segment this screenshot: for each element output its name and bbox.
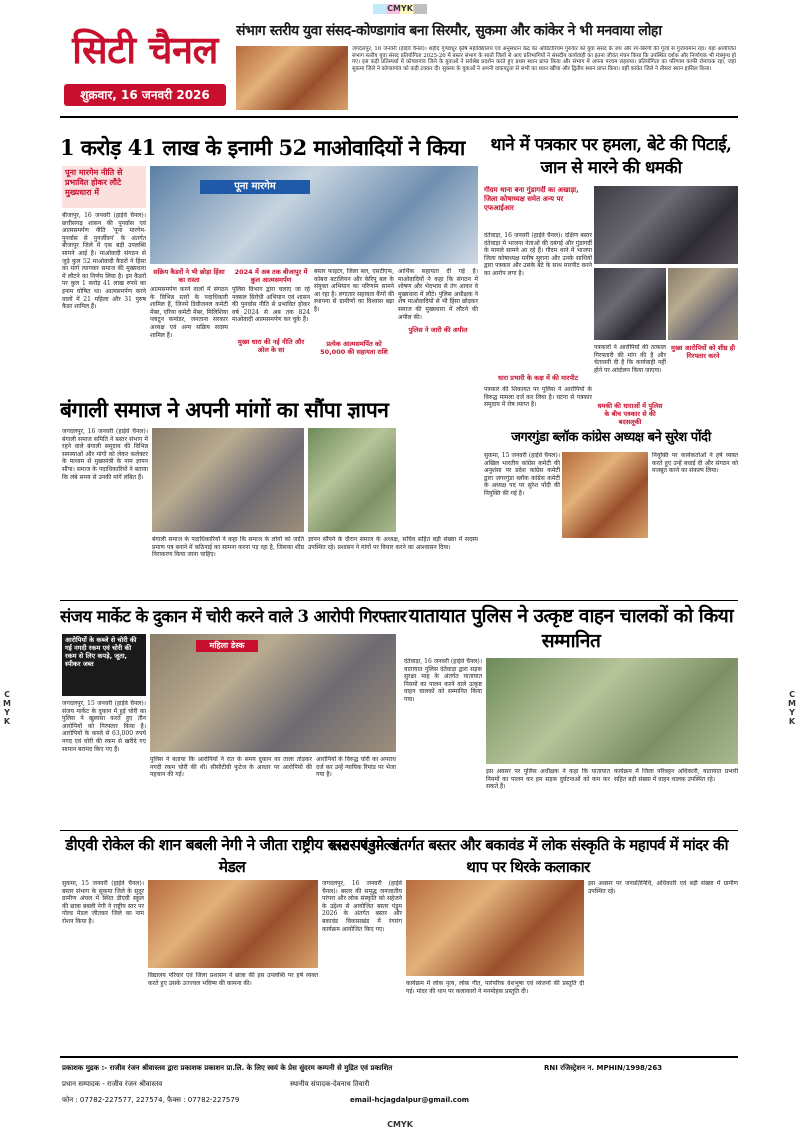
footer-local-editor: स्थानीय संपादक-देवनाथ तिवारी [290, 1080, 370, 1088]
theft-col2: पुलिस ने बताया कि आरोपियों ने रात के समय दुकान का ताला तोड़कर नगदी रकम चोरी की थी। सीसीटीवी फुटेज के आधार पर आरोपियों की पहचान की गई। [150, 756, 312, 779]
maoists-subhead1: सक्रिय कैडरों ने भी छोड़ा हिंसा का रास्ता [153, 268, 225, 284]
culture-col1: जगदलपुर, 16 जनवरी (हाईवे चैनल)। बस्तर की समृद्ध जनजातीय परंपरा और लोक संस्कृति को सहेजने के उद्देश्य से आयोजित बस्तर पंडुम 2026 के अंतर्गत बस्तर और बकावंड विकासखंड में रंगारंग कार्यक्रम आयोजित किए गए। [322, 880, 402, 933]
culture-photo [406, 880, 584, 976]
congress-col1: सुकमा, 15 जनवरी (हाईवे चैनल)। अखिल भारतीय कांग्रेस कमेटी की अनुशंसा पर प्रदेश कांग्रेस कमेटी द्वारा जगरगुंडा ब्लॉक कांग्रेस कमेटी के अध्यक्ष पद पर सुरेश पोंदी की नियुक्ति की गई है। [484, 452, 560, 497]
congress-photo [562, 452, 648, 538]
traffic-photo [486, 658, 738, 764]
theft-col3: आरोपियों के विरुद्ध चोरी का अपराध दर्ज कर उन्हें न्यायिक रिमांड पर भेजा गया है। [316, 756, 396, 779]
journalist-subhead2: धारा प्रभारी के कक्ष में की मारपीट [498, 374, 578, 382]
rokel-col1: सुकमा, 15 जनवरी (हाईवे चैनल)। बस्तर संभाग के सुकमा जिले के सुदूर ग्रामीण अंचल में स्थित डीएवी स्कूल की छात्रा बबली नेगी ने राष्ट्रीय स्तर पर गोल्ड मेडल जीतकर जिले का नाम रोशन किया है। [62, 880, 144, 925]
rokel-headline: डीएवी रोकेल की शान बबली नेगी ने जीता राष्ट्रीय स्तर पर गोल्ड मेडल [65, 835, 399, 876]
bengali-headline: बंगाली समाज ने अपनी मांगों का सौंपा ज्ञापन [60, 397, 389, 422]
maoists-subhead2: 2024 में अब तक बीजापुर में कुल आत्मसमर्पण [234, 268, 308, 284]
top-headline: संभाग स्तरीय युवा संसद-कोण्डागांव बना सिरमौर, सुकमा और कांकेर ने भी मनवाया लोहा [236, 23, 662, 39]
theft-kicker: आरोपियों के कब्जे से चोरी की गई नगदी रकम एवं चोरी की रकम से लिए कपड़े, जूता, स्पीकर जब्त [62, 634, 146, 696]
maoists-col3: पुलिस विभाग द्वारा चलाए जा रहे नक्सल विरोधी अभियान एवं शासन की पुनर्वास नीति से प्रभावित होकर वर्ष 2024 से अब तक 824 माओवादी आत्मसमर्पण कर चुके हैं। [232, 286, 310, 324]
journalist-photo-bottom [594, 268, 666, 340]
theft-headline: संजय मार्केट के दुकान में चोरी करने वाले 3 आरोपी गिरफ्तार [60, 607, 407, 626]
journalist-photo-top [594, 186, 738, 264]
journalist-subhead1: धमकी की धाराओं में पुलिस के बीच पत्रकार से की बदसलूकी [597, 402, 663, 426]
congress-col2: नियुक्ति पर कार्यकर्ताओं ने हर्ष व्यक्त करते हुए उन्हें बधाई दी और संगठन को मजबूत करने का संकल्प लिया। [652, 452, 738, 475]
footer-imprint: प्रकाशक मुद्रक :- राजीव रंजन श्रीवास्तव द्वारा प्रकाशक प्रकाशन प्रा.लि. के लिए स्वयं के प्रेस सुंदरम कम्पनी से मुद्रित एवं प्रकाशित [62, 1064, 393, 1072]
traffic-headline: यातायात पुलिस ने उत्कृष्ट वाहन चालकों को किया सम्मानित [408, 605, 734, 652]
bengali-photo-2 [308, 428, 396, 532]
journalist-col2: पत्रकार की शिकायत पर पुलिस ने आरोपियों के विरुद्ध मामला दर्ज कर लिया है। घटना से पत्रकार समुदाय में रोष व्याप्त है। [484, 386, 592, 409]
maoists-headline: 1 करोड़ 41 लाख के इनामी 52 माओवादियों ने किया [60, 135, 465, 160]
culture-headline: बस्तर पंडुम अंतर्गत बस्तर और बकावंड में लोक संस्कृति के महापर्व में मांदर की थाप पर थिरके कलाकार [328, 836, 728, 876]
theft-photo-label: महिला डेस्क [196, 640, 258, 652]
theft-photo [150, 634, 396, 752]
footer-rni: RNI रजिस्ट्रेशन न. MPHIN/1998/263 [544, 1064, 663, 1072]
registration-mark-left: C M Y K [3, 690, 11, 726]
registration-mark-bottom: CMYK [387, 1120, 413, 1129]
journalist-subhead3: मुख्य आरोपियों को शीघ्र ही गिरफ्तार करने [670, 344, 736, 360]
masthead-date: शुक्रवार, 16 जनवरी 2026 [64, 84, 226, 106]
footer-phone: फोन : 07782-227577, 227574, फैक्स : 07782-227579 [62, 1096, 240, 1104]
registration-mark-top-label: CMYK [387, 4, 413, 13]
traffic-col2: इस अवसर पर पुलिस अधीक्षक ने कहा कि यातायात नियमों का पालन कर हम सड़क दुर्घटनाओं को कम कर सकते हैं। [486, 768, 610, 791]
bengali-col1: जगदलपुर, 16 जनवरी (हाईवे चैनल)। बंगाली समाज समिति ने बस्तर संभाग में रहने वाले बंगाली समुदाय की विभिन्न समस्याओं और मांगों को लेकर कलेक्टर के माध्यम से मुख्यमंत्री के नाम ज्ञापन सौंपा। समाज के पदाधिकारियों ने बताया कि लंबे समय से उनकी मांगें लंबित हैं। [62, 428, 148, 481]
maoists-col2: आत्मसमर्पण करने वालों में संगठन के विभिन्न स्तरों के पदाधिकारी शामिल हैं, जिनमें डिवीजनल कमेटी मेंबर, एरिया कमेटी मेंबर, मिलिशिया प्लाटून कमांडर, जनताना सरकार अध्यक्ष एवं अन्य सक्रिय सदस्य शामिल हैं। [150, 286, 228, 339]
registration-mark-right: C M Y K [788, 690, 796, 726]
maoists-subhead5: पुलिस ने जारी की अपील [408, 326, 468, 334]
divider-2 [60, 830, 738, 831]
journalist-headline: थाने में पत्रकार पर हमला, बेटे की पिटाई, जान से मारने की धमकी [490, 135, 732, 178]
maoists-col5: आर्थिक सहायता दी गई है। माओवादियों ने कहा कि संगठन में शोषण और भेदभाव से तंग आकर वे मुख्यधारा में लौटे। पुलिस अधीक्षक ने शेष माओवादियों से भी हिंसा छोड़कर समाज की मुख्यधारा में लौटने की अपील की। [398, 268, 478, 321]
journalist-photo-side [668, 268, 738, 340]
congress-headline: जगरगुंडा ब्लॉक कांग्रेस अध्यक्ष बने सुरेश पोंदी [511, 430, 711, 445]
journalist-kicker: गीदम थाना बना गुंडागर्दी का अखाड़ा, जिला कोषाध्यक्ष समेत अन्य पर एफआईआर [484, 186, 579, 212]
youth-parliament-photo [236, 46, 348, 110]
maoists-col4: बस्तर फाइटर, जिला बल, एसटीएफ, कोबरा बटालियन और केरिपु बल के संयुक्त अभियान का परिणाम सामने आ रहा है। लगातार सहायता कैंपों की स्थापना से ग्रामीणों का विश्वास बढ़ा है। [314, 268, 394, 313]
journalist-col3: पत्रकारों ने आरोपियों की तत्काल गिरफ्तारी की मांग की है और चेतावनी दी है कि कार्यवाही नहीं होने पर आंदोलन किया जाएगा। [594, 344, 666, 374]
theft-col1: जगदलपुर, 15 जनवरी (हाईवे चैनल)। संजय मार्केट के दुकान में हुई चोरी का पुलिस ने खुलासा करते हुए तीन आरोपियों को गिरफ्तार किया है। आरोपियों के कब्जे से 63,000 रुपये नगद एवं चोरी की रकम से खरीदे गए सामान बरामद किए गए हैं। [62, 700, 146, 753]
maoists-kicker: पूना मारगेम नीति से प्रभावित होकर लौटे मुख्यधारा में [62, 166, 146, 208]
footer-email: email-hcjagdalpur@gmail.com [350, 1096, 470, 1104]
maoists-photo-banner: पूना मारगेम [200, 180, 310, 194]
top-story-text: जगदलपुर, 16 जनवरी (हाईवे चैनल)। शहीद गुण्डाधुर कृषि महाविद्यालय एवं अनुसंधान केंद्र का ऑडिटोरियम गुरुवार को युवा संसद के जय और रंग-बिरंगी की गूंजों से गुंजायमान रहा। यहां आयोजित संभाग स्तरीय युवा संसद प्रतियोगिता 2025-26 में बस्तर संभाग के सातों जिलों से आए प्रतिभागियों ने संसदीय कार्यवाही का इतना जीवंत मंचन किया कि उपस्थित दर्शक और निर्णायक भी मंत्रमुग्ध हो गए। इस कड़ी प्रतिस्पर्धा में कोण्डागांव जिले के युवाओं ने सर्वश्रेष्ठ प्रदर्शन करते हुए प्रथम स्थान प्राप्त किया और संभाग में अपना परचम लहराया। प्रतियोगिता का परिणाम काफी रोमांचक रहा, जहां सुकमा जिले ने कोण्डागांव को कड़ी टक्कर दी। सुकमा के युवाओं ने अपनी वाकपटुता से सभी का ध्यान खींचा और द्वितीय स्थान प्राप्त किया। वहीं कांकेर जिले ने तीसरा स्थान हासिल किया। [352, 46, 736, 73]
culture-col2: कार्यक्रम में लोक नृत्य, लोक गीत, पारंपरिक वेशभूषा एवं व्यंजनों की प्रस्तुति दी गई। मांदर की थाप पर कलाकारों ने मनमोहक प्रस्तुति दी। [406, 980, 584, 995]
rokel-col2: विद्यालय परिवार एवं जिला प्रशासन ने छात्रा की इस उपलब्धि पर हर्ष व्यक्त करते हुए उसके उज्ज्वल भविष्य की कामना की। [148, 972, 318, 987]
bengali-col2: बंगाली समाज के पदाधिकारियों ने कहा कि समाज के लोगों को जाति प्रमाण पत्र बनाने में कठिनाई का सामना करना पड़ रहा है, जिसका शीघ्र निराकरण किया जाना चाहिए। [152, 536, 304, 559]
traffic-col3: कार्यक्रम में जिला परिवहन अधिकारी, यातायात प्रभारी सहित बड़ी संख्या में वाहन चालक उपस्थित रहे। [614, 768, 738, 783]
rokel-photo [148, 880, 318, 968]
maoists-subhead4: मुख्य धारा की नई नीति और ओल के सा [237, 338, 305, 354]
bengali-photo [152, 428, 304, 532]
culture-col3: इस अवसर पर जनप्रतिनिधि, अधिकारी एवं बड़ी संख्या में ग्रामीण उपस्थित रहे। [588, 880, 738, 895]
divider [60, 600, 738, 601]
maoists-subhead3: प्रत्येक आत्मसमर्पित को 50,000 की सहायता राशि [320, 340, 388, 356]
journalist-col1: दंतेवाड़ा, 16 जनवरी (हाईवे चैनल)। दक्षिण बस्तर दंतेवाड़ा में भाजपा नेताओं की दबंगई और गुंडागर्दी के मामले सामने आ रहे हैं। गीदम थाने में भाजपा जिला कोषाध्यक्ष मनीष सुराना और उनके साथियों द्वारा पत्रकार और उसके बेटे के साथ मारपीट करने का आरोप लगा है। [484, 232, 592, 277]
traffic-col1: दंतेवाड़ा, 16 जनवरी (हाईवे चैनल)। यातायात पुलिस दंतेवाड़ा द्वारा सड़क सुरक्षा माह के अंतर्गत यातायात नियमों का पालन करने वाले उत्कृष्ट वाहन चालकों को सम्मानित किया गया। [404, 658, 482, 703]
maoists-col1: बीजापुर, 16 जनवरी (हाईवे चैनल)। छत्तीसगढ़ शासन की पुनर्वास एवं आत्मसमर्पण नीति 'पूना मारगेम-पुनर्वास से पुनर्जीवन' के अंतर्गत बीजापुर जिले में एक बड़ी उपलब्धि सामने आई है। माओवादी संगठन से जुड़े कुल 52 माओवादी कैडरों ने हिंसा का मार्ग त्यागकर समाज की मुख्यधारा में लौटने का निर्णय लिया है। इन कैडरों पर कुल 1 करोड़ 41 लाख रुपये का इनाम घोषित था। आत्मसमर्पण करने वालों में 21 महिला और 31 पुरुष कैडर शामिल हैं। [62, 212, 146, 311]
footer-editor: प्रधान सम्पादक - राजीव रंजन श्रीवास्तव [62, 1080, 163, 1088]
bengali-col3: ज्ञापन सौंपने के दौरान समाज के अध्यक्ष, सचिव सहित बड़ी संख्या में सदस्य उपस्थित रहे। प्रशासन ने मांगों पर विचार करने का आश्वासन दिया। [308, 536, 478, 551]
masthead-title: सिटी चैनल [72, 27, 218, 72]
